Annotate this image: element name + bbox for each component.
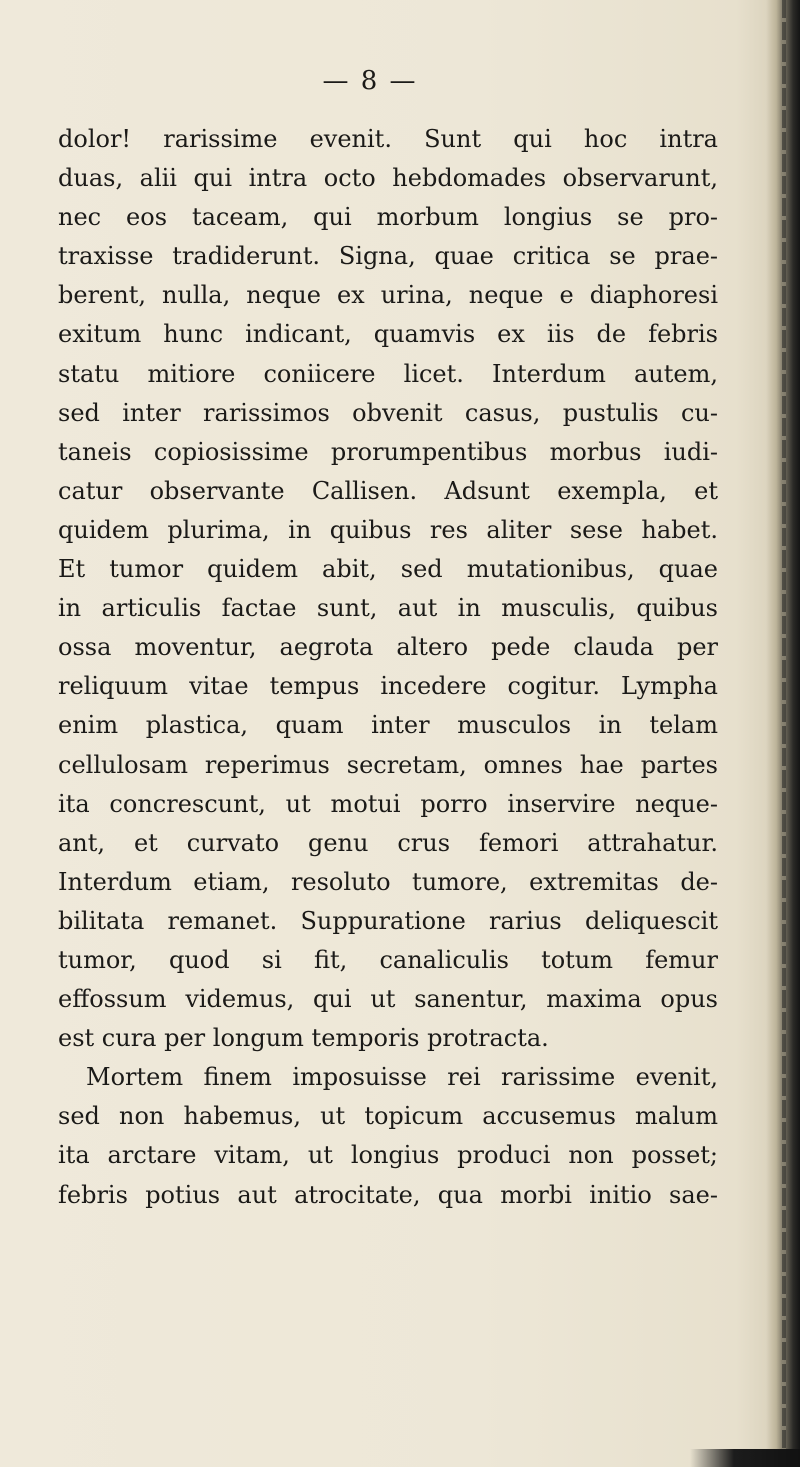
text-line: Mortem finem imposuisse rei rarissime evenit, (86, 1063, 718, 1092)
text-line: sed non habemus, ut topicum accusemus malum (58, 1102, 718, 1131)
text-line: duas, alii qui intra octo hebdomades observarunt, (58, 164, 718, 193)
text-line: dolor! rarissime evenit. Sunt qui hoc intra (58, 125, 718, 153)
text-line: traxisse tradiderunt. Signa, quae critica se prae- (58, 242, 718, 271)
corner-shadow (690, 1449, 800, 1467)
text-line: catur observante Callisen. Adsunt exempla, et (58, 476, 718, 505)
text-line: ossa moventur, aegrota altero pede clauda per (58, 633, 718, 662)
text-line: cellulosam reperimus secretam, omnes hae partes (58, 750, 718, 779)
text-line: ita concrescunt, ut motui porro inservire neque- (58, 789, 718, 818)
text-line: quidem plurima, in quibus res aliter sese habet. (58, 515, 718, 544)
text-line: reliquum vitae tempus incedere cogitur. Lympha (58, 672, 718, 701)
text-line: ant, et curvato genu crus femori attrahatur. (58, 828, 718, 857)
body-text (58, 120, 718, 1215)
text-line: exitum hunc indicant, quamvis ex iis de febris (58, 320, 718, 349)
text-line: tumor, quod si fit, canaliculis totum femur (58, 945, 718, 974)
page-number: — 8 — (322, 66, 418, 96)
text-line: taneis copiosissime prorumpentibus morbus iudi- (58, 437, 718, 466)
text-line: Interdum etiam, resoluto tumore, extremitas de- (58, 867, 718, 896)
page-edge (782, 0, 786, 1467)
text-line: enim plastica, quam inter musculos in telam (58, 711, 718, 740)
text-line: Et tumor quidem abit, sed mutationibus, quae (58, 555, 718, 584)
text-line: febris potius aut atrocitate, qua morbi initio sae- (58, 1180, 718, 1209)
text-line: in articulis factae sunt, aut in musculis, quibus (58, 594, 718, 623)
text-line: effossum videmus, qui ut sanentur, maxima opus (58, 985, 718, 1014)
text-line: nec eos taceam, qui morbum longius se pro- (58, 203, 718, 232)
text-line: sed inter rarissimos obvenit casus, pustulis cu- (58, 398, 718, 427)
text-line: ita arctare vitam, ut longius produci non posset; (58, 1141, 718, 1170)
text-line: est cura per longum temporis protracta. (58, 1024, 549, 1053)
text-line: berent, nulla, neque ex urina, neque e diaphoresi (58, 281, 718, 310)
text-line: bilitata remanet. Suppuratione rarius deliquescit (58, 906, 718, 935)
text-line: statu mitiore coniicere licet. Interdum autem, (58, 359, 718, 388)
